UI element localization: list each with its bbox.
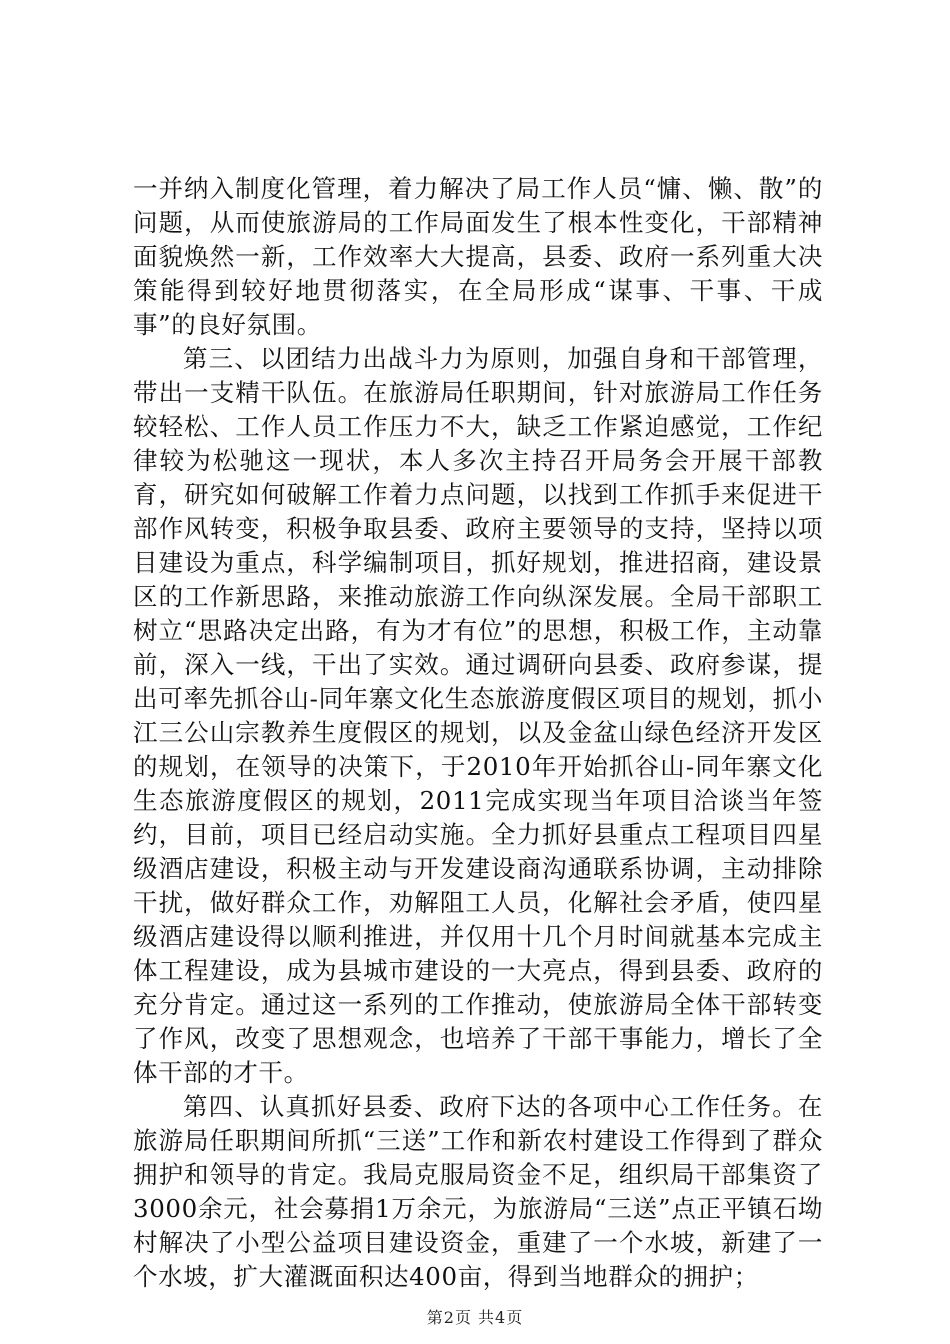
paragraph-1: 一并纳入制度化管理，着力解决了局工作人员“慵、懒、散”的问题，从而使旅游局的工作局面发生了根本性变化，干部精神面貌焕然一新，工作效率大大提高，县委、政府一系列重大决策能得到较好地贯彻落实，在全局形成“谋事、干事、干成事”的良好氛围。 xyxy=(133,174,823,339)
paragraph-3: 第四、认真抓好县委、政府下达的各项中心工作任务。在旅游局任职期间所抓“三送”工作和新农村建设工作得到了群众拥护和领导的肯定。我局克服局资金不足，组织局干部集资了3000余元，社会募捐1万余元，为旅游局“三送”点正平镇石坳村解决了小型公益项目建设资金，重建了一个水坡，新建了一个水坡，扩大灌溉面积达400亩，得到当地群众的拥护； xyxy=(133,1092,823,1291)
paragraph-2: 第三、以团结力出战斗力为原则，加强自身和干部管理，带出一支精干队伍。在旅游局任职期间，针对旅游局工作任务较轻松、工作人员工作压力不大，缺乏工作紧迫感觉，工作纪律较为松驰这一现状，本人多次主持召开局务会开展干部教育，研究如何破解工作着力点问题，以找到工作抓手来促进干部作风转变，积极争取县委、政府主要领导的支持，坚持以项目建设为重点，科学编制项目，抓好规划，推进招商，建设景区的工作新思路，来推动旅游工作向纵深发展。全局干部职工树立“思路决定出路，有为才有位”的思想，积极工作，主动靠前，深入一线，干出了实效。通过调研向县委、政府参谋，提出可率先抓谷山-同年寨文化生态旅游度假区项目的规划，抓小江三公山宗教养生度假区的规划，以及金盆山绿色经济开发区的规划，在领导的决策下，于2010年开始抓谷山-同年寨文化生态旅游度假区的规划，2011完成实现当年项目洽谈当年签约，目前，项目已经启动实施。全力抓好县重点工程项目四星级酒店建设，积极主动与开发建设商沟通联系协调，主动排除干扰，做好群众工作，劝解阻工人员，化解社会矛盾，使四星级酒店建设得以顺利推进，并仅用十几个月时间就基本完成主体工程建设，成为县城市建设的一大亮点，得到县委、政府的充分肯定。通过这一系列的工作推动，使旅游局全体干部转变了作风，改变了思想观念，也培养了干部干事能力，增长了全体干部的才干。 xyxy=(133,344,823,1087)
page-number-footer: 第2页 共4页 xyxy=(426,1308,524,1327)
document-body xyxy=(133,172,823,1294)
